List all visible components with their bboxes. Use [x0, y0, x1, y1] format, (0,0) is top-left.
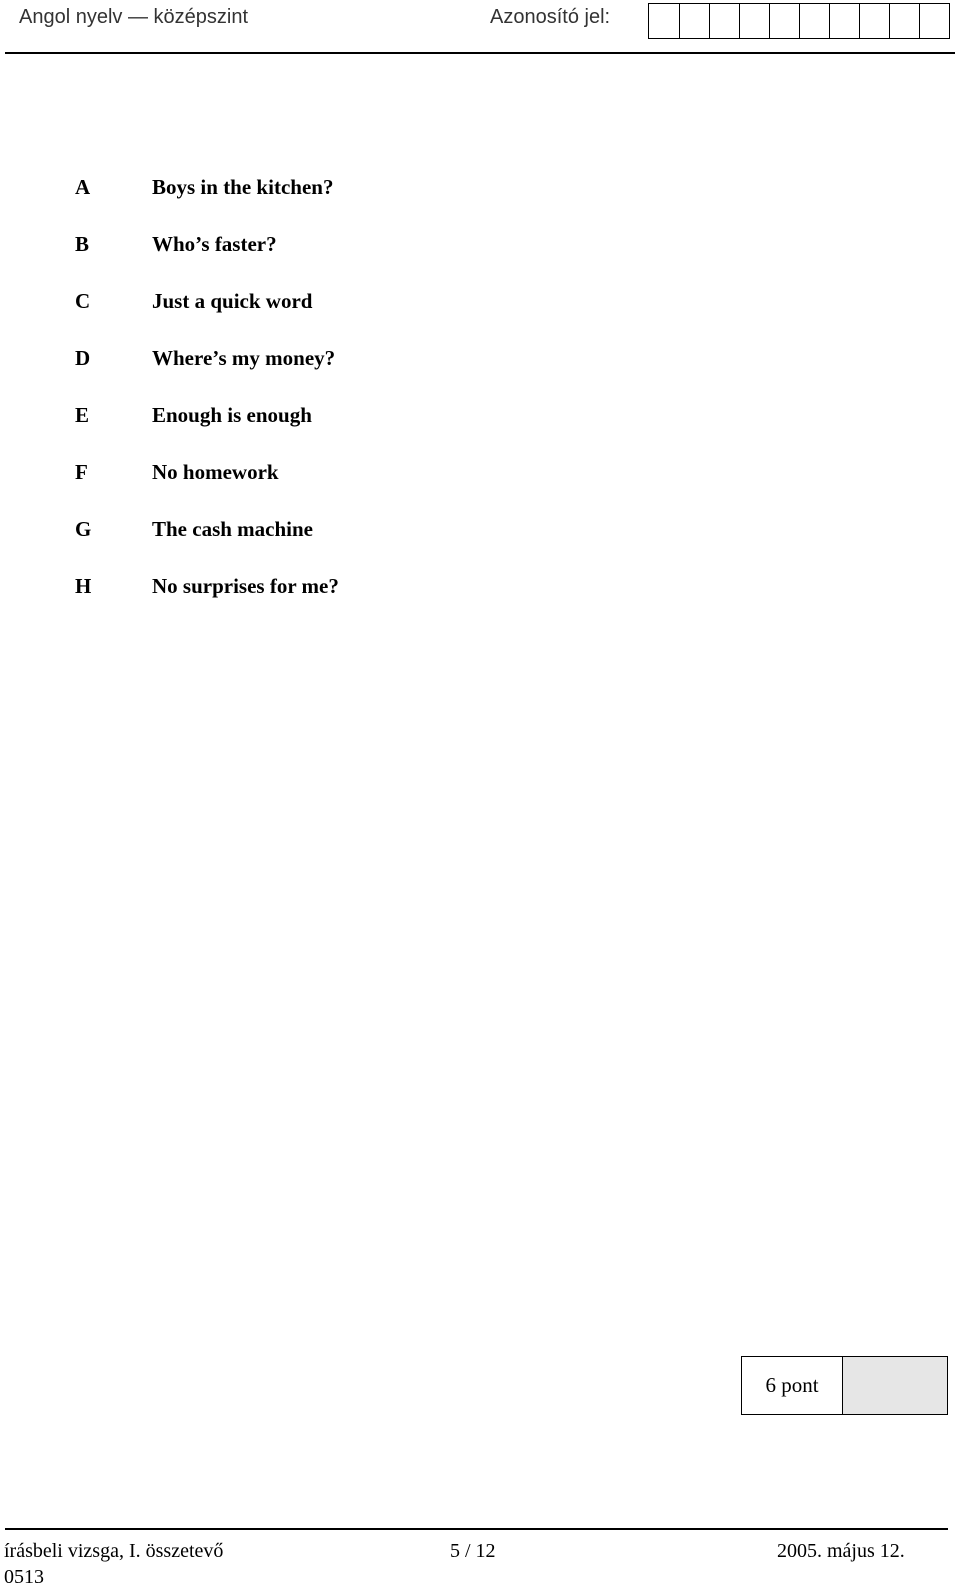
exam-date: 2005. május 12. [777, 1540, 905, 1562]
option-row-c [0, 289, 960, 319]
option-letter: A [75, 175, 91, 199]
id-label: Azonosító jel: [490, 6, 611, 28]
option-letter: B [75, 232, 90, 256]
option-title: Enough is enough [152, 403, 312, 427]
option-row-b [0, 232, 960, 262]
option-title: No homework [152, 460, 279, 484]
score-box [741, 1356, 948, 1415]
option-title: Where’s my money? [152, 346, 336, 370]
option-row-d [0, 346, 960, 376]
option-title: Just a quick word [152, 289, 313, 313]
footer-exam-part: írásbeli vizsga, I. összetevő [4, 1540, 224, 1562]
option-row-f [0, 460, 960, 490]
page-header [0, 0, 960, 56]
exam-subject: Angol nyelv — középszint [19, 6, 249, 28]
option-letter: C [75, 289, 91, 313]
id-box[interactable] [679, 4, 709, 38]
id-box[interactable] [739, 4, 769, 38]
score-field[interactable] [843, 1357, 947, 1414]
option-row-e [0, 403, 960, 433]
exam-code: 0513 [4, 1566, 44, 1588]
id-box[interactable] [919, 4, 949, 38]
footer-divider [5, 1528, 948, 1530]
option-letter: D [75, 346, 91, 370]
option-title: No surprises for me? [152, 574, 339, 598]
page-number: 5 / 12 [450, 1540, 496, 1562]
option-title: Boys in the kitchen? [152, 175, 334, 199]
id-box[interactable] [889, 4, 919, 38]
header-divider [5, 52, 955, 54]
id-boxes [648, 3, 950, 39]
id-box[interactable] [709, 4, 739, 38]
option-letter: F [75, 460, 88, 484]
option-row-a [0, 175, 960, 205]
option-letter: H [75, 574, 92, 598]
option-title: The cash machine [152, 517, 314, 541]
option-row-g [0, 517, 960, 547]
id-box[interactable] [829, 4, 859, 38]
option-letter: E [75, 403, 90, 427]
id-box[interactable] [859, 4, 889, 38]
id-box[interactable] [649, 4, 679, 38]
option-title: Who’s faster? [152, 232, 277, 256]
id-box[interactable] [799, 4, 829, 38]
option-row-h [0, 574, 960, 604]
score-label: 6 pont [742, 1357, 843, 1414]
option-letter: G [75, 517, 92, 541]
id-box[interactable] [769, 4, 799, 38]
